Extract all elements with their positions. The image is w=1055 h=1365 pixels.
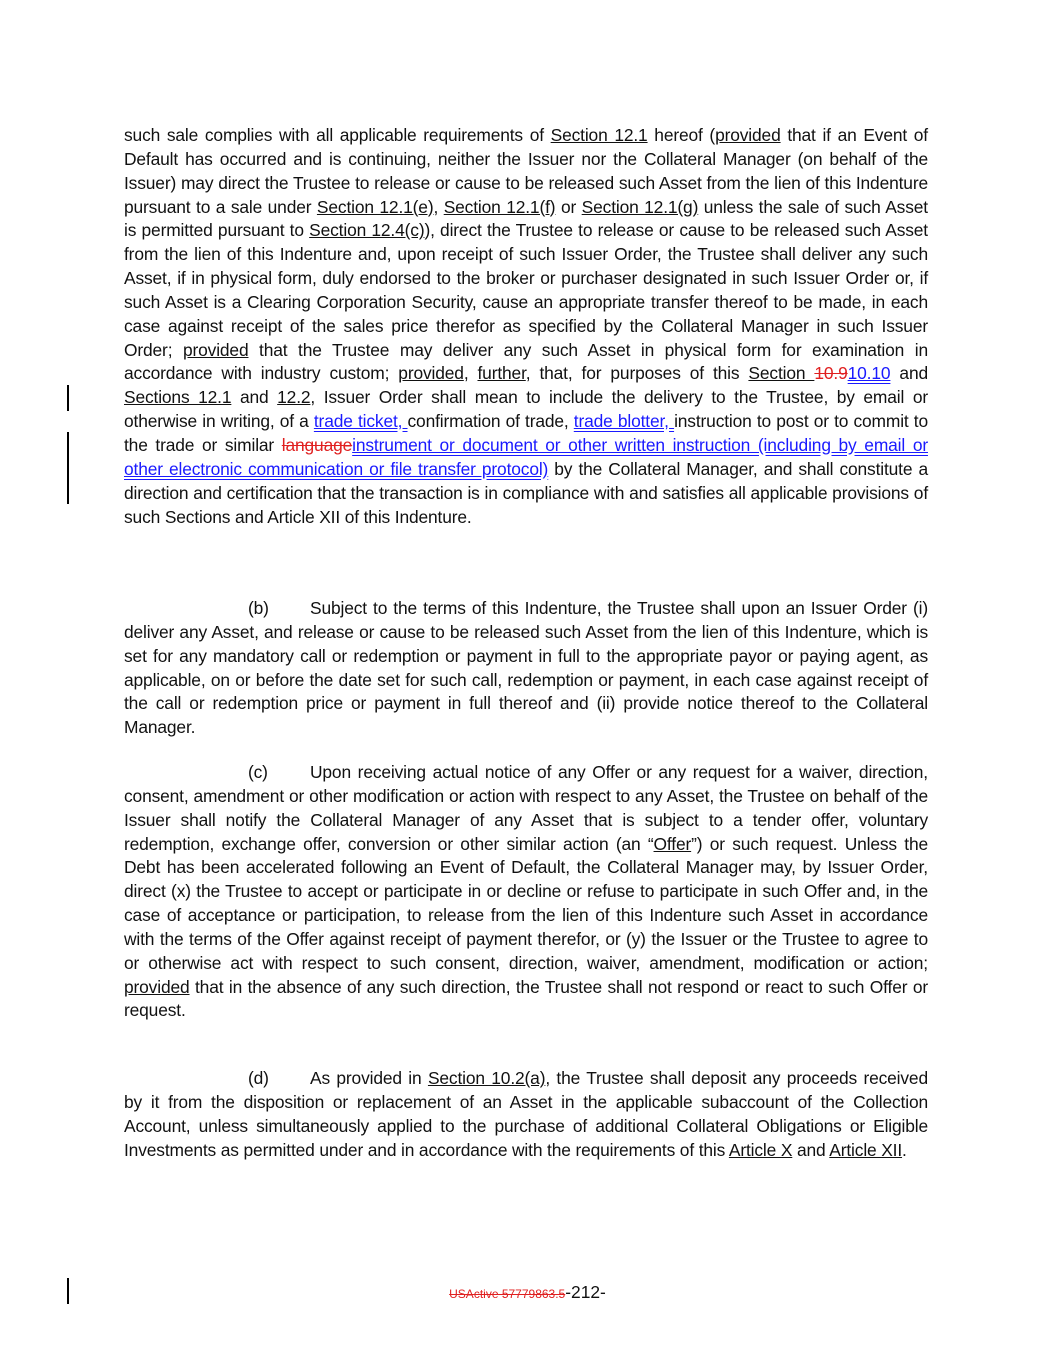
cross-reference: Section [748,363,815,384]
cross-reference: Section 12.1(g) [581,196,699,217]
paragraph-label: (c) [248,762,268,782]
text: by the Collateral Manager, and shall constitute a direction and certification that the transaction is in compliance with and satisfies all applicable provisions of such Sections and Article XII of this Indenture. [124,458,928,527]
text: ), direct the Trustee to release or cause to be released such Asset from the lien of this Indenture and, upon receipt of such Issuer Order, the Trustee shall deliver any such Asset, if in physical form, duly endorsed to the broker or purchaser designated in such Issuer Order or, if such Asset is a Clearing Corporation Security, cause an appropriate transfer thereof to be made, in each case against receipt of the sales price therefor as specified by the Collateral Manager in such Issuer Order; [124,220,928,360]
text: , Issuer Order shall mean to include the delivery to the Trustee, by email or otherwise in writing, of a [124,387,928,432]
cross-reference: 12.2 [277,387,311,408]
paragraph-label: (b) [248,598,269,618]
text: and [792,1139,830,1160]
paragraph-c [124,761,928,1023]
cross-reference: Sections 12.1 [124,387,232,408]
page-footer [0,1280,1055,1306]
tracked-deletion: 10.9 [814,363,848,384]
provided-term: provided [124,976,190,997]
cross-reference: Section 12.1 [550,125,648,145]
text: , the Trustee shall deposit any proceeds received by it from the disposition or replacement of an Asset in the applicable subaccount of the Collection Account, unless simultaneously applied to the purchase of additional Collateral Obligations or Eligible Investments as permitted under and in accordance with the requirements of this [124,1068,928,1160]
tracked-insertion: 10.10 [847,363,891,384]
tracked-insertion: trade blotter, [573,411,675,432]
text: instruction to post or to commit to the trade or similar [124,411,928,455]
page-number: -212- [565,1282,606,1302]
text: , [433,196,444,217]
deleted-doc-id: USActive 57779863.5 [449,1287,566,1301]
tracked-insertion: instrument or document or other written instruction (including by email or other electronic communication or file transfer protocol) [124,434,928,479]
cross-reference: Article XII [829,1139,903,1160]
text: ”) or such request. Unless the Debt has been accelerated following an Event of Default, the Collateral Manager may, by Issuer Order, direct (x) the Trustee to accept or participate in or decline or refuse to participate in such Offer and, in the case of acceptance or participation, to release from the lien of this Indenture such Asset in accordance with the terms of the Offer against receipt of payment therefor, or (y) the Issuer or the Trustee to agree to or otherwise act with respect to such consent, direction, waiver, amendment, modification or action; [124,833,929,973]
text: such sale complies with all applicable requirements of [124,125,551,145]
cross-reference: Article X [728,1139,793,1160]
cross-reference: Section 12.4(c) [309,220,425,241]
provided-term: provided [182,339,249,360]
paragraph-label: (d) [248,1068,269,1088]
text: or [555,196,582,217]
text: . [902,1139,907,1160]
text: , that, for purposes of this [525,363,749,384]
cross-reference: Section 12.1(e) [316,196,434,217]
cross-reference: Section 10.2(a) [427,1068,546,1088]
tracked-insertion: trade ticket, [313,411,408,432]
text: and [890,363,928,384]
change-bar [67,385,69,411]
further-term: further [477,363,526,384]
cross-reference: Section 12.1(f) [443,196,556,217]
paragraph-a-continuation [124,124,928,529]
provided-term: provided [398,363,464,384]
paragraph-d [124,1067,928,1162]
text: , [463,363,478,384]
text: As provided in [310,1068,428,1088]
text: that in the absence of any such direction, the Trustee shall not respond or react to such Offer or request. [124,976,928,1021]
text: and [231,387,278,408]
text: hereof ( [647,125,716,145]
provided-term: provided [715,125,781,145]
paragraph-text: Subject to the terms of this Indenture, the Trustee shall upon an Issuer Order (i) deliver any Asset, and release or cause to be released such Asset from the lien of this Indenture, which is set for any mandatory call or redemption or payment in full to the appropriate payor or paying agent, as applicable, on or before the date set for such call, redemption or payment, in each case against receipt of the call or redemption price or payment in full thereof and (ii) provide notice thereof to the Collateral Manager. [124,598,928,738]
tracked-deletion: language [281,434,353,455]
paragraph-b [124,597,928,740]
text: unless the sale of such Asset is permitted pursuant to [124,196,928,241]
text: that the Trustee may deliver any such Asset in physical form for examination in accordance with industry custom; [124,339,928,384]
text: that if an Event of Default has occurred and is continuing, neither the Issuer nor the Collateral Manager (on behalf of the Issuer) may direct the Trustee to release or cause to be released such Asset from the lien of this Indenture pursuant to a sale under [124,125,928,217]
text: Upon receiving actual notice of any Offer or any request for a waiver, direction, consent, amendment or other modification or action with respect to any Asset, the Trustee on behalf of the Issuer shall notify the Collateral Manager of any Asset that is subject to a tender offer, voluntary redemption, exchange offer, conversion or other similar action (an “ [124,762,928,854]
defined-term-offer: Offer [653,833,692,854]
change-bar [67,432,69,504]
text: confirmation of trade, [407,411,574,432]
